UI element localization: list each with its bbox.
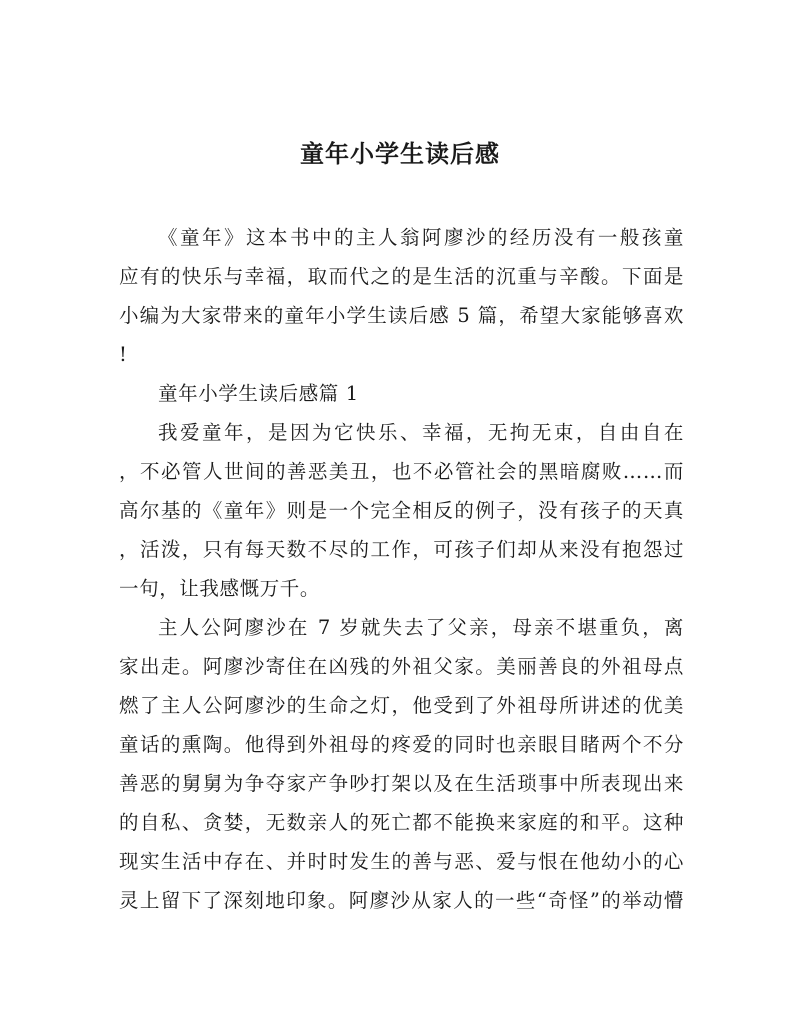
body-line: 主人公阿廖沙在 7 岁就失去了父亲，母亲不堪重负，离 (158, 616, 684, 639)
intro-line: 应有的快乐与幸福，取而代之的是生活的沉重与辛酸。下面是 (119, 265, 684, 288)
body-line: ，不必管人世间的善恶美丑，也不必管社会的黑暗腐败……而 (119, 460, 684, 483)
body-line: 灵上留下了深刻地印象。阿廖沙从家人的一些“奇怪”的举动懵 (119, 889, 684, 912)
intro-line: 《童年》这本书中的主人翁阿廖沙的经历没有一般孩童 (158, 226, 684, 249)
intro-line: ! (119, 343, 128, 366)
body-line: 的自私、贪婪，无数亲人的死亡都不能换来家庭的和平。这种 (119, 811, 684, 834)
body-line: 家出走。阿廖沙寄住在凶残的外祖父家。美丽善良的外祖母点 (119, 655, 684, 678)
body-line: 现实生活中存在、并时时发生的善与恶、爱与恨在他幼小的心 (119, 850, 684, 873)
body-line: 童话的熏陶。他得到外祖母的疼爱的同时也亲眼目睹两个不分 (119, 733, 684, 756)
intro-line: 小编为大家带来的童年小学生读后感 5 篇，希望大家能够喜欢 (119, 304, 684, 327)
body-line: 燃了主人公阿廖沙的生命之灯，他受到了外祖母所讲述的优美 (119, 694, 684, 717)
body-line: 我爱童年，是因为它快乐、幸福，无拘无束，自由自在 (158, 421, 684, 444)
section-heading: 童年小学生读后感篇 1 (158, 382, 359, 405)
document-title: 童年小学生读后感 (300, 140, 500, 168)
body-line: 一句，让我感慨万千。 (119, 577, 321, 600)
body-line: 高尔基的《童年》则是一个完全相反的例子，没有孩子的天真 (119, 499, 684, 522)
body-line: 善恶的舅舅为争夺家产争吵打架以及在生活琐事中所表现出来 (119, 772, 684, 795)
body-line: ，活泼，只有每天数不尽的工作，可孩子们却从来没有抱怨过 (119, 538, 684, 561)
